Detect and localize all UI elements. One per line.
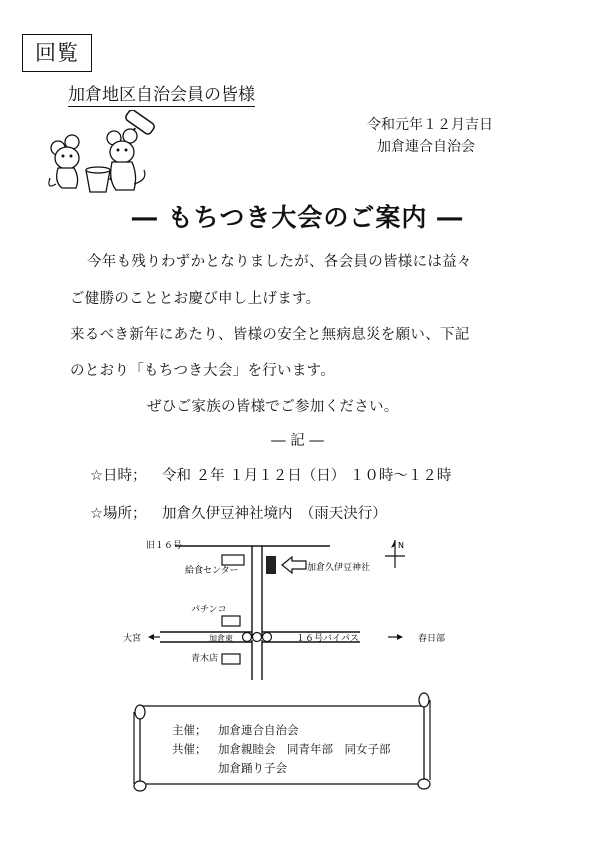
north-label: N	[398, 541, 404, 550]
label-kakura-higashi: 加倉東	[209, 634, 233, 643]
greeting-line-2: ご健勝のこととお慶び申し上げます。	[70, 291, 321, 307]
arrow-left-icon	[148, 634, 154, 640]
label-kyushoku-center: 給食センター	[185, 566, 239, 576]
organizer-name: 加倉連合自治会	[218, 723, 299, 737]
datetime-label: ☆日時；	[90, 468, 147, 484]
label-kasukabe: 春日部	[418, 634, 446, 644]
organizer-label: 主催；	[172, 723, 207, 737]
place-label: ☆場所；	[90, 506, 147, 522]
datetime-value: 令和 ２年 １月１２日（日） １０時～１２時	[162, 468, 452, 484]
circulation-stamp: 回覧	[22, 34, 92, 72]
cosponsor-line-1: 加倉親睦会 同青年部 同女子部	[218, 742, 391, 756]
shrine-arrow	[282, 557, 306, 573]
greeting-line-3: 来るべき新年にあたり、皆様の安全と無病息災を願い、下記	[70, 327, 470, 343]
cosponsor-line-2: 加倉踊り子会	[218, 761, 287, 775]
traffic-signal	[263, 633, 272, 642]
issue-date: 令和元年１２月吉日	[367, 117, 493, 133]
notice-title: ― もちつき大会のご案内 ―	[131, 203, 464, 232]
label-pachinko: パチンコ	[191, 605, 227, 615]
label-old-route-16: 旧１６号	[146, 541, 183, 551]
aoki-building	[222, 654, 240, 664]
arrow-right-icon	[397, 634, 403, 640]
kyushoku-center-building	[222, 555, 244, 565]
label-bypass-16: １６号バイパス	[296, 634, 359, 644]
issuing-organization: 加倉連合自治会	[377, 139, 475, 155]
shrine-marker	[266, 556, 276, 574]
label-shrine: 加倉久伊豆神社	[307, 563, 371, 573]
greeting-line-4: のとおり「もちつき大会」を行います。	[70, 363, 336, 379]
place-value: 加倉久伊豆神社境内 （雨天決行）	[162, 506, 387, 522]
pachinko-building	[222, 616, 240, 626]
addressee: 加倉地区自治会員の皆様	[68, 80, 255, 107]
cosponsor-label: 共催；	[172, 742, 207, 756]
label-aoki: 青木店	[191, 654, 219, 664]
traffic-signal	[253, 633, 262, 642]
greeting-line-1: 今年も残りわずかとなりましたが、各会員の皆様には益々	[87, 254, 472, 270]
label-omiya: 大宮	[123, 634, 142, 644]
ki-heading: ― 記 ―	[271, 433, 324, 449]
invitation-line: ぜひご家族の皆様でご参加ください。	[147, 399, 399, 415]
traffic-signal	[243, 633, 252, 642]
